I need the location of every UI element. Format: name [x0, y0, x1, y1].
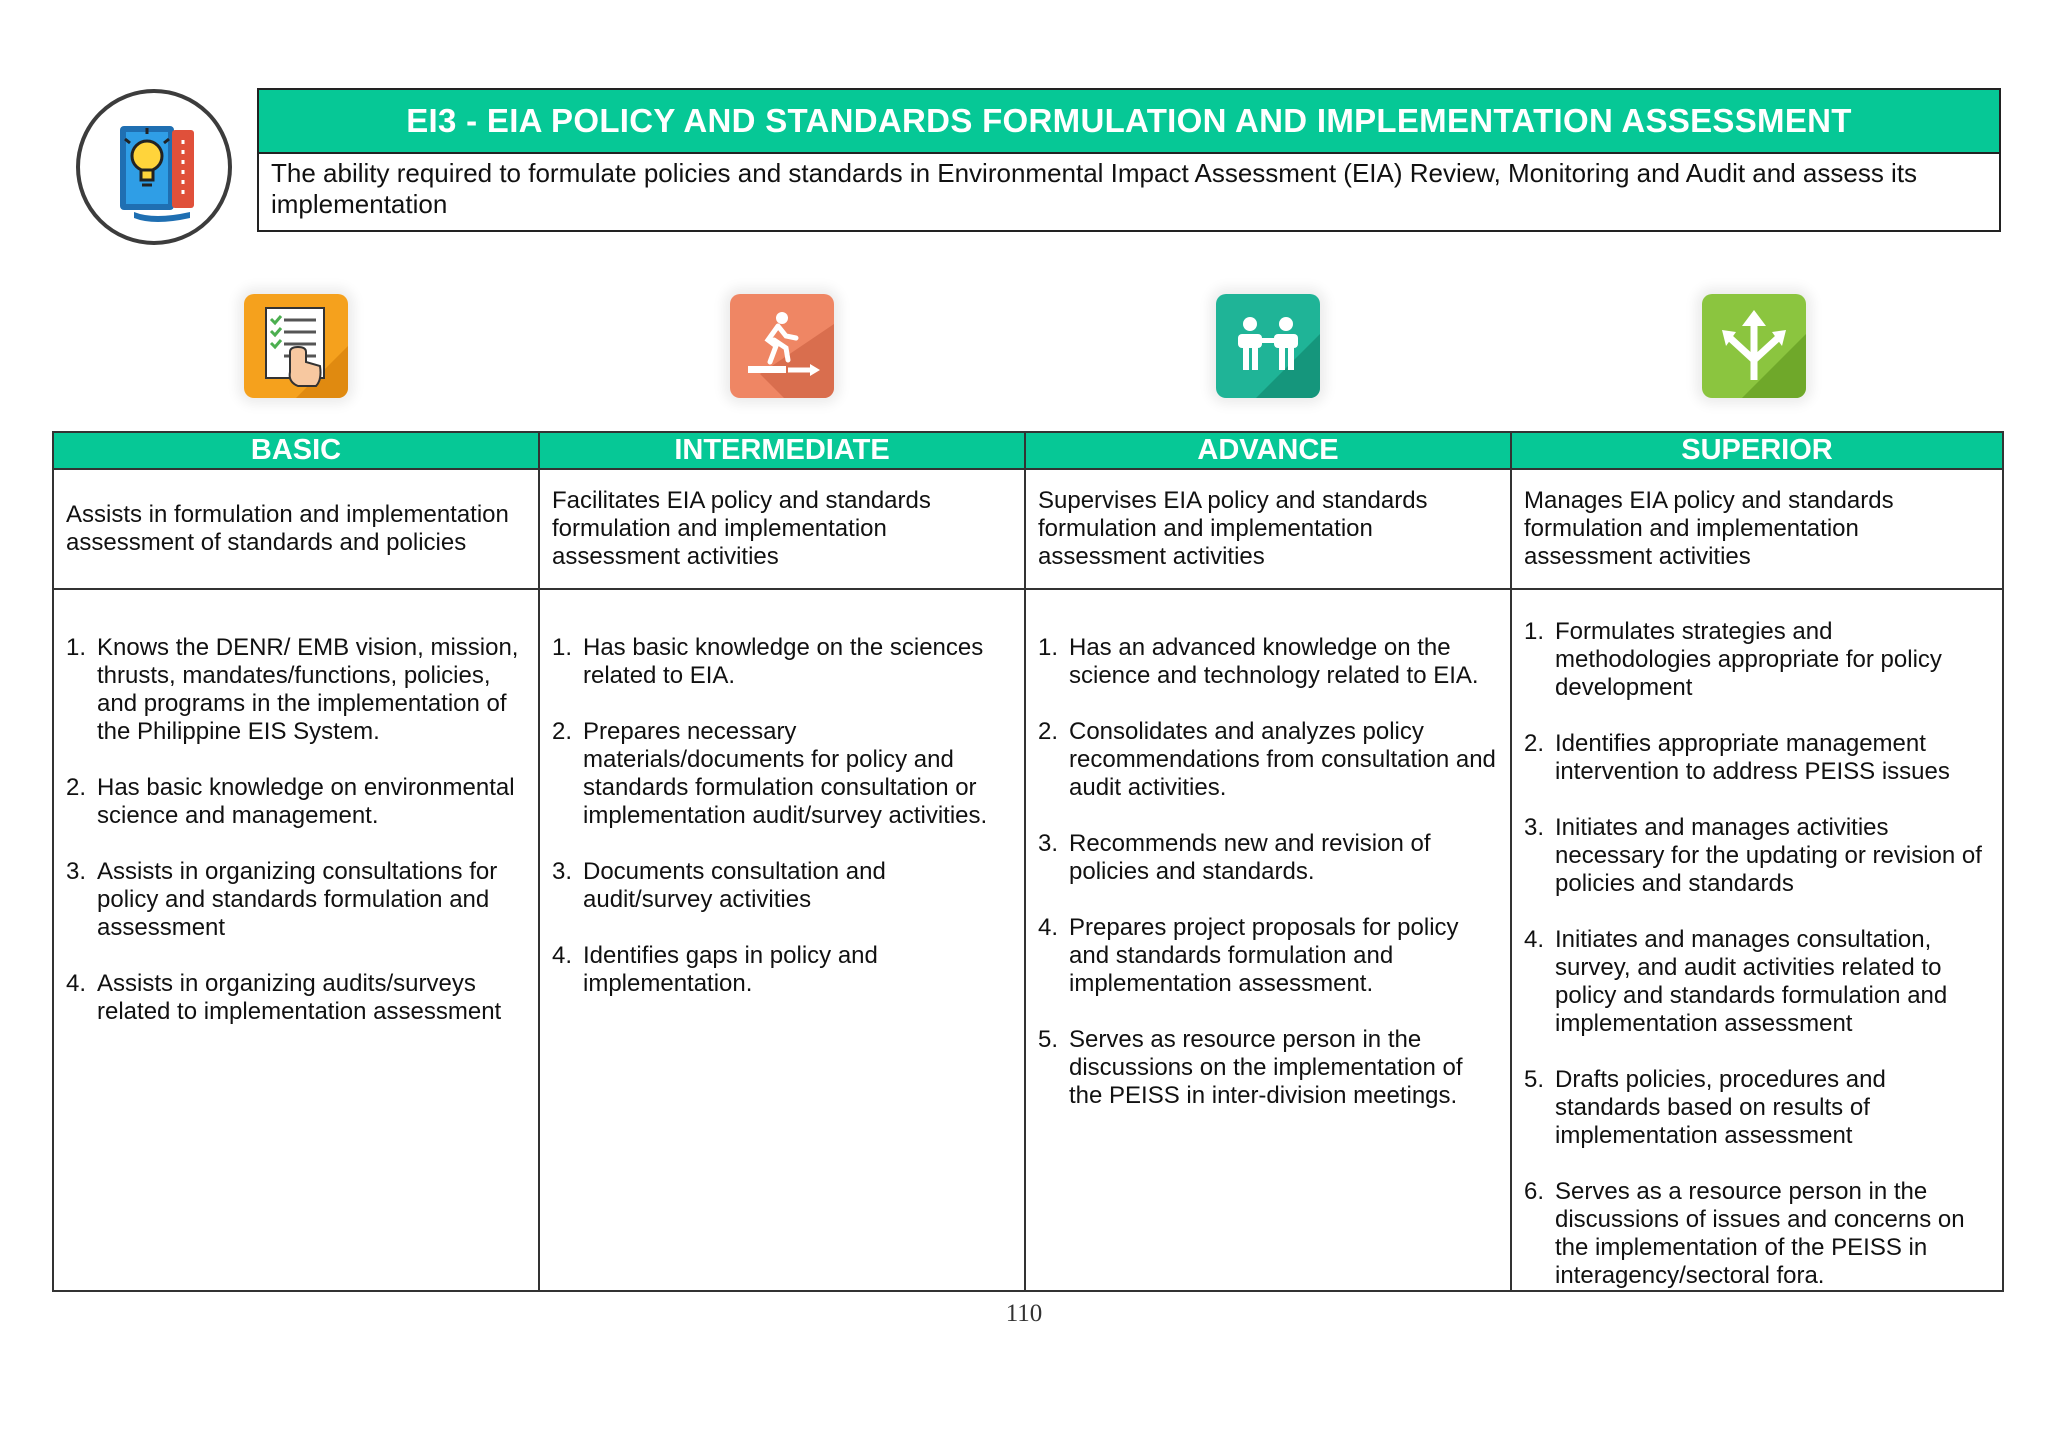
intermediate-summary: Facilitates EIA policy and standards formulation and implementation assessment activities: [539, 469, 1025, 589]
list-item: 6. Serves as a resource person in the discussions of issues and concerns on the implementation of the PEISS in interagency/sectoral fora.: [1524, 1178, 1965, 1289]
list-item: 1. Has an advanced knowledge on the science and technology related to EIA.: [1038, 634, 1479, 689]
list-item: 2. Consolidates and analyzes policy recommendations from consultation and audit activities.: [1038, 718, 1496, 801]
basic-summary: Assists in formulation and implementation assessment of standards and policies: [53, 469, 539, 589]
list-item: 2. Has basic knowledge on environmental science and management.: [66, 774, 515, 829]
page-number: 110: [1005, 1300, 1043, 1327]
competency-levels-table: [52, 431, 2004, 1292]
competency-title: EI3 - EIA POLICY AND STANDARDS FORMULATION AND IMPLEMENTATION ASSESSMENT: [259, 90, 1999, 154]
intermediate-items: [539, 589, 1025, 1291]
level-header-row: [53, 432, 2003, 469]
list-item: 1. Knows the DENR/ EMB vision, mission, thrusts, mandates/functions, policies, and programs in the implementation of the Philippine EIS System.: [66, 634, 519, 745]
advance-items: [1025, 589, 1511, 1291]
list-item: 3. Initiates and manages activities necessary for the updating or revision of policies and standards: [1524, 814, 1982, 897]
level-items-row: [53, 589, 2003, 1291]
list-item: 3. Assists in organizing consultations for policy and standards formulation and assessment: [66, 858, 498, 941]
list-item: 4. Initiates and manages consultation, survey, and audit activities related to policy and standards formulation and implementation assessment: [1524, 926, 1948, 1037]
list-item: 4. Identifies gaps in policy and implementation.: [552, 942, 878, 997]
list-item: 5. Drafts policies, procedures and standards based on results of implementation assessment: [1524, 1066, 1886, 1149]
team-people-icon: [1204, 284, 1328, 408]
level-summary-row: [53, 469, 2003, 589]
list-item: 2. Identifies appropriate management intervention to address PEISS issues: [1524, 730, 1950, 785]
list-item: 3. Recommends new and revision of policies and standards.: [1038, 830, 1431, 885]
list-item: 4. Prepares project proposals for policy and standards formulation and implementation assessment.: [1038, 914, 1459, 997]
list-item: 1. Formulates strategies and methodologies appropriate for policy development: [1524, 618, 1942, 701]
list-item: 4. Assists in organizing audits/surveys related to implementation assessment: [66, 970, 502, 1025]
level-superior-header: SUPERIOR: [1511, 432, 2003, 469]
runner-exit-icon: [718, 284, 842, 408]
diverging-arrows-icon: [1690, 284, 1814, 408]
superior-summary: Manages EIA policy and standards formulation and implementation assessment activities: [1511, 469, 2003, 589]
competency-header: [257, 88, 2001, 232]
list-item: 1. Has basic knowledge on the sciences related to EIA.: [552, 634, 984, 689]
lightbulb-book-icon: [72, 88, 236, 246]
level-advance-header: ADVANCE: [1025, 432, 1511, 469]
advance-summary: Supervises EIA policy and standards formulation and implementation assessment activities: [1025, 469, 1511, 589]
list-item: 2. Prepares necessary materials/documents for policy and standards formulation consultation or implementation audit/survey activities.: [552, 718, 988, 829]
level-intermediate-header: INTERMEDIATE: [539, 432, 1025, 469]
checklist-hand-icon: [232, 284, 356, 408]
list-item: 3. Documents consultation and audit/survey activities: [552, 858, 886, 913]
list-item: 5. Serves as resource person in the discussions on the implementation of the PEISS in inter-division meetings.: [1038, 1026, 1463, 1109]
superior-items: [1511, 589, 2003, 1291]
level-basic-header: BASIC: [53, 432, 539, 469]
competency-description: The ability required to formulate policies and standards in Environmental Impact Assessment (EIA) Review, Monitoring and Audit and assess its implementation: [271, 158, 1918, 219]
basic-items: [53, 589, 539, 1291]
